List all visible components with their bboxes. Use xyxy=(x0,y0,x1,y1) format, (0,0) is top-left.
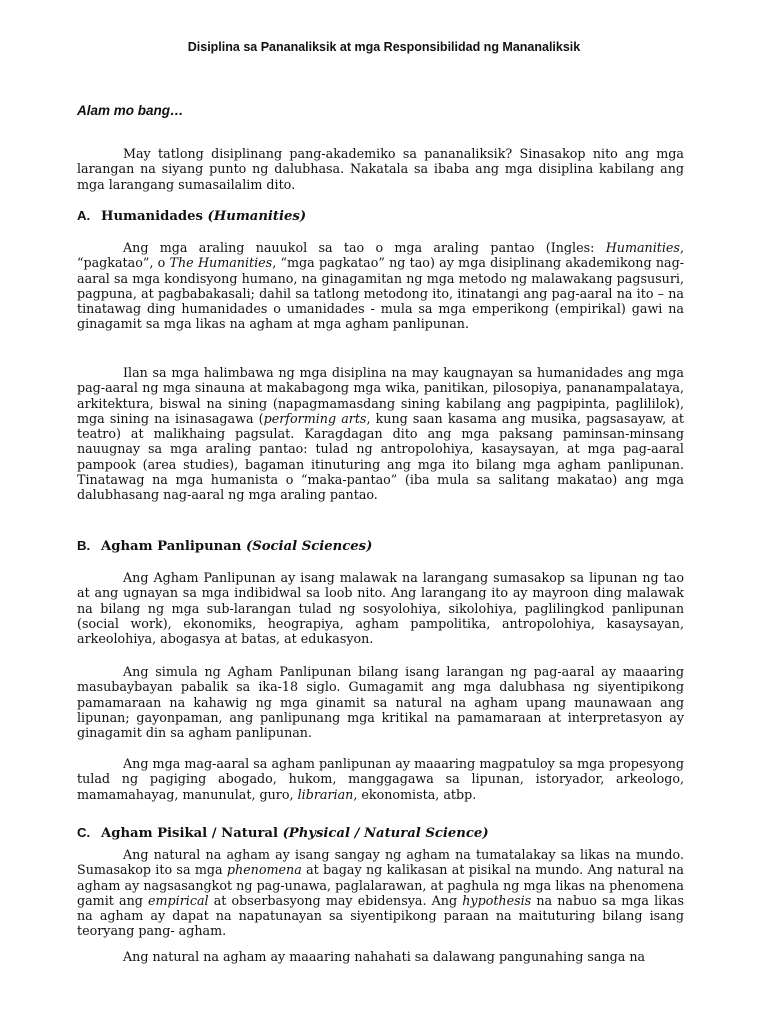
section-c-heading xyxy=(77,825,489,841)
section-c-letter: C. xyxy=(77,825,91,840)
section-a-paragraph-2: Ilan sa mga halimbawa ng mga disiplina na may kaugnayan sa humanidades ang mga pag-aaral ng mga sinauna at makabagong mga wika, panitikan, pilosopiya, pananampalataya, arkitektura, biswal na sining (napagmamasdang sining kabilang ang pagpipinta, paglililok), mga sining na isinasagawa (performing arts, kung saan kasama ang musika, pagsasayaw, at teatro) at malikhaing pagsulat. Karagdagan dito ang mga paksang paminsan-minsang nauugnay sa mga araling pantao: tulad ng antropolohiya, kasaysayan, at mga pag-aaral pampook (area studies), bagaman itinuturing ang mga ito bilang mga agham panlipunan. Tinatawag na mga humanista o “maka-pantao” (iba mula sa salitang makatao) ang mga dalubhasang nag-aaral ng mga araling pantao. xyxy=(77,365,684,502)
section-a-title-en: (Humanities) xyxy=(207,209,307,224)
section-b-paragraph-2: Ang simula ng Agham Panlipunan bilang isang larangan ng pag-aaral ay maaaring masubaybayan pabalik sa ika-18 siglo. Gumagamit ang mga dalubhasa ng siyentipikong pamamaraan na kahawig ng mga ginamit sa natural na agham upang maunawaan ang lipunan; gayonpaman, ang panlipunang mga kritikal na pamamaraan at interpretasyon ay ginagamit din sa agham panlipunan. xyxy=(77,664,684,740)
section-b-title: Agham Panlipunan xyxy=(101,539,242,554)
section-c-paragraph-2: Ang natural na agham ay maaaring nahahati sa dalawang pangunahing sanga na xyxy=(123,949,646,964)
section-b-paragraph-3: Ang mga mag-aaral sa agham panlipunan ay maaaring magpatuloy sa mga propesyong tulad ng pagiging abogado, hukom, manggagawa sa lipunan, istoryador, arkeologo, mamamahayag, manunulat, guro, librarian, ekonomista, atbp. xyxy=(77,756,684,802)
section-b-paragraph-1: Ang Agham Panlipunan ay isang malawak na larangang sumasakop sa lipunan ng tao at ang ugnayan sa mga indibidwal sa loob nito. Ang larangang ito ay mayroon ding malawak na bilang ng mga sub-larangan tulad ng sosyolohiya, sikolohiya, paglilingkod panlipunan (social work), ekonomiks, heograpiya, agham pampolitika, antropolohiya, kasaysayan, arkeolohiya, abogasya at batas, at edukasyon. xyxy=(77,570,684,646)
intro-paragraph: May tatlong disiplinang pang-akademiko sa pananaliksik? Sinasakop nito ang mga larangan na siyang punto ng dalubhasa. Nakatala sa ibaba ang mga disiplina kabilang ang mga larangang sumasailalim dito. xyxy=(77,146,684,192)
section-a-letter: A. xyxy=(77,208,91,223)
section-a-heading xyxy=(77,208,306,224)
page-title: Disiplina sa Pananaliksik at mga Responsibilidad ng Mananaliksik xyxy=(187,40,581,54)
section-b-heading xyxy=(77,538,372,554)
intro-heading: Alam mo bang… xyxy=(77,103,184,118)
section-c-paragraph-1: Ang natural na agham ay isang sangay ng agham na tumatalakay sa likas na mundo. Sumasakop ito sa mga phenomena at bagay ng kalikasan at pisikal na mundo. Ang natural na agham ay nagsasangkot ng pag-unawa, paglalarawan, at paghula ng mga likas na phenomena gamit ang empirical at obserbasyong may ebidensya. Ang hypothesis na nabuo sa mga likas na agham ay dapat na napatunayan sa siyentipikong paraan na maituturing bilang isang teoryang pang- agham. xyxy=(77,847,684,939)
section-b-letter: B. xyxy=(77,538,91,553)
section-b-title-en: (Social Sciences) xyxy=(245,539,373,554)
section-c-title-en: (Physical / Natural Science) xyxy=(282,826,489,841)
section-c-title: Agham Pisikal / Natural xyxy=(101,826,278,841)
section-a-paragraph-1: Ang mga araling nauukol sa tao o mga araling pantao (Ingles: Humanities, “pagkatao”, o The Humanities, “mga pagkatao” ng tao) ay mga disiplinang akademikong nag-aaral sa mga kondisyong humano, na ginagamitan ng mga metodo ng malawakang pagsusuri, pagpuna, at pagbabakasali; dahil sa tatlong metodong ito, itinatangi ang pag-aaral na ito – na tinatawag ding humanidades o umanidades - mula sa mga emperikong (empirikal) gawi na ginagamit sa mga likas na agham at mga agham panlipunan. xyxy=(77,240,684,332)
section-a-title: Humanidades xyxy=(101,209,203,224)
